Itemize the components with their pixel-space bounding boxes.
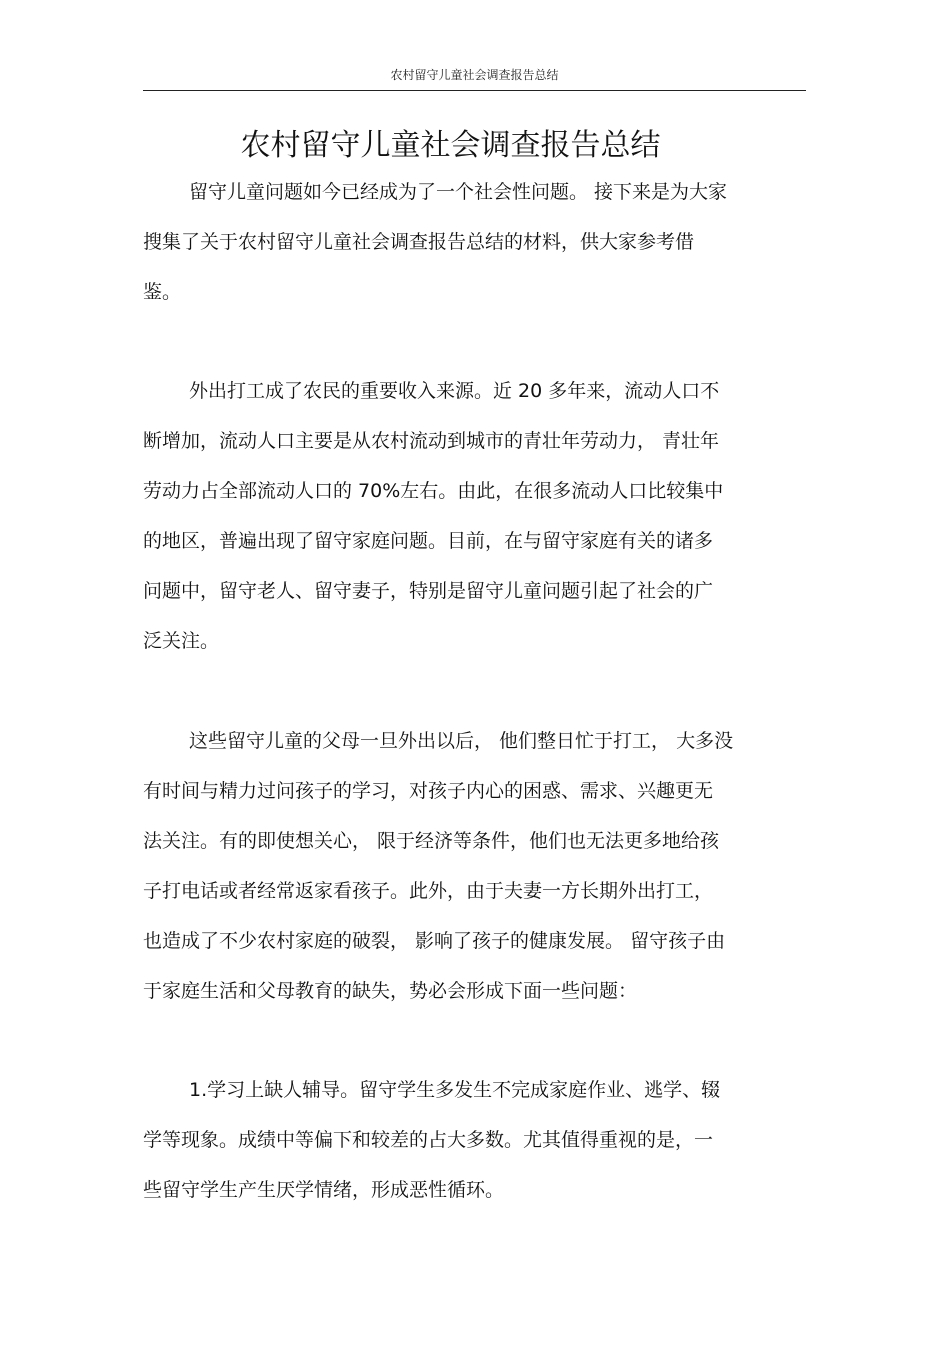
paragraph-line: 的地区，普遍出现了留守家庭问题。目前，在与留守家庭有关的诸多 — [143, 530, 714, 552]
paragraph-line: 断增加，流动人口主要是从农村流动到城市的青壮年劳动力， 青壮年 — [143, 430, 720, 452]
paragraph-parents-away — [143, 716, 806, 1016]
running-header: 农村留守儿童社会调查报告总结 — [390, 68, 559, 82]
paragraph-line: 泛关注。 — [143, 630, 220, 652]
paragraph-line: 问题中，留守老人、留守妻子，特别是留守儿童问题引起了社会的广 — [143, 580, 714, 602]
paragraph-line: 法关注。有的即使想关心， 限于经济等条件，他们也无法更多地给孩 — [143, 830, 720, 852]
paragraph-line: 外出打工成了农民的重要收入来源。近 20 多年来，流动人口不 — [189, 380, 720, 402]
paragraph-line: 也造成了不少农村家庭的破裂， 影响了孩子的健康发展。 留守孩子由 — [143, 930, 726, 952]
header-rule — [143, 90, 806, 91]
paragraph-migration — [143, 366, 806, 666]
paragraph-line: 有时间与精力过问孩子的学习，对孩子内心的困惑、需求、兴趣更无 — [143, 780, 714, 802]
paragraph-line: 劳动力占全部流动人口的 70%左右。由此，在很多流动人口比较集中 — [143, 480, 724, 502]
paragraph-line: 鉴。 — [143, 281, 182, 303]
paragraph-point-1 — [143, 1065, 806, 1215]
paragraph-line: 些留守学生产生厌学情绪，形成恶性循环。 — [143, 1179, 505, 1201]
paragraph-line: 这些留守儿童的父母一旦外出以后， 他们整日忙于打工， 大多没 — [189, 730, 734, 752]
paragraph-intro — [143, 167, 806, 317]
paragraph-line: 于家庭生活和父母教育的缺失，势必会形成下面一些问题： — [143, 980, 638, 1002]
paragraph-line: 留守儿童问题如今已经成为了一个社会性问题。 接下来是为大家 — [189, 181, 728, 203]
paragraph-line: 1.学习上缺人辅导。留守学生多发生不完成家庭作业、逃学、辍 — [189, 1079, 721, 1101]
paragraph-line: 学等现象。成绩中等偏下和较差的占大多数。尤其值得重视的是，一 — [143, 1129, 714, 1151]
paragraph-line: 子打电话或者经常返家看孩子。此外，由于夫妻一方长期外出打工， — [143, 880, 714, 902]
paragraph-line: 搜集了关于农村留守儿童社会调查报告总结的材料，供大家参考借 — [143, 231, 695, 253]
document-title: 农村留守儿童社会调查报告总结 — [240, 128, 661, 163]
